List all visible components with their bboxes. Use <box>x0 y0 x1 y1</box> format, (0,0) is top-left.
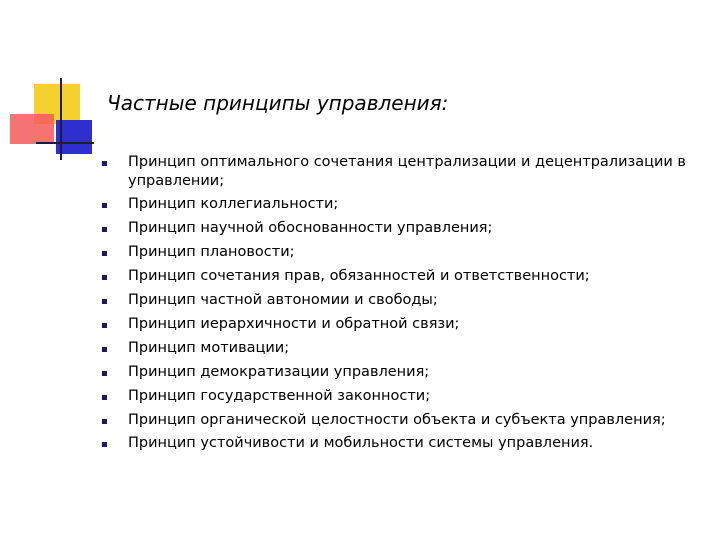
list-item-label: Принцип плановости; <box>128 244 295 261</box>
list-item-label: Принцип государственной законности; <box>128 387 431 404</box>
list-item <box>100 434 700 453</box>
square-bullet-icon <box>102 203 107 208</box>
list-item <box>100 339 700 358</box>
square-bullet-icon <box>102 371 107 376</box>
list-item <box>100 153 700 190</box>
slide-title: Частные принципы управления: <box>107 91 449 115</box>
square-bullet-icon <box>102 251 107 256</box>
logo-red-block <box>10 114 54 144</box>
list-item-label: Принцип органической целостности объекта и субъекта управления; <box>128 411 666 428</box>
list-item-label: Принцип демократизации управления; <box>128 363 430 380</box>
list-item-label: Принцип иерархичности и обратной связи; <box>128 315 460 332</box>
square-bullet-icon <box>102 275 107 280</box>
list-item <box>100 243 700 262</box>
square-bullet-icon <box>102 161 107 166</box>
list-item <box>100 267 700 286</box>
list-item <box>100 387 700 406</box>
square-bullet-icon <box>102 299 107 304</box>
list-item <box>100 315 700 334</box>
square-bullet-icon <box>102 323 107 328</box>
list-item-label: Принцип коллегиальности; <box>128 196 339 213</box>
square-bullet-icon <box>102 227 107 232</box>
logo-horizontal-line <box>36 142 94 144</box>
square-bullet-icon <box>102 395 107 400</box>
list-item-label: Принцип научной обоснованности управления; <box>128 220 493 237</box>
list-item <box>100 291 700 310</box>
square-bullet-icon <box>102 442 107 447</box>
square-bullet-icon <box>102 347 107 352</box>
list-item-label: Принцип мотивации; <box>128 339 290 356</box>
square-bullet-icon <box>102 419 107 424</box>
list-item <box>100 219 700 238</box>
list-item-label: Принцип сочетания прав, обязанностей и ответственности; <box>128 268 590 285</box>
list-item-label: Принцип частной автономии и свободы; <box>128 292 438 309</box>
list-item <box>100 195 700 214</box>
list-item-label: Принцип оптимального сочетания централизации и децентрализации в управлении; <box>128 154 686 189</box>
logo-vertical-line <box>60 78 62 160</box>
bullet-list <box>100 153 700 458</box>
list-item <box>100 363 700 382</box>
list-item <box>100 411 700 430</box>
list-item-label: Принцип устойчивости и мобильности системы управления. <box>128 435 594 452</box>
